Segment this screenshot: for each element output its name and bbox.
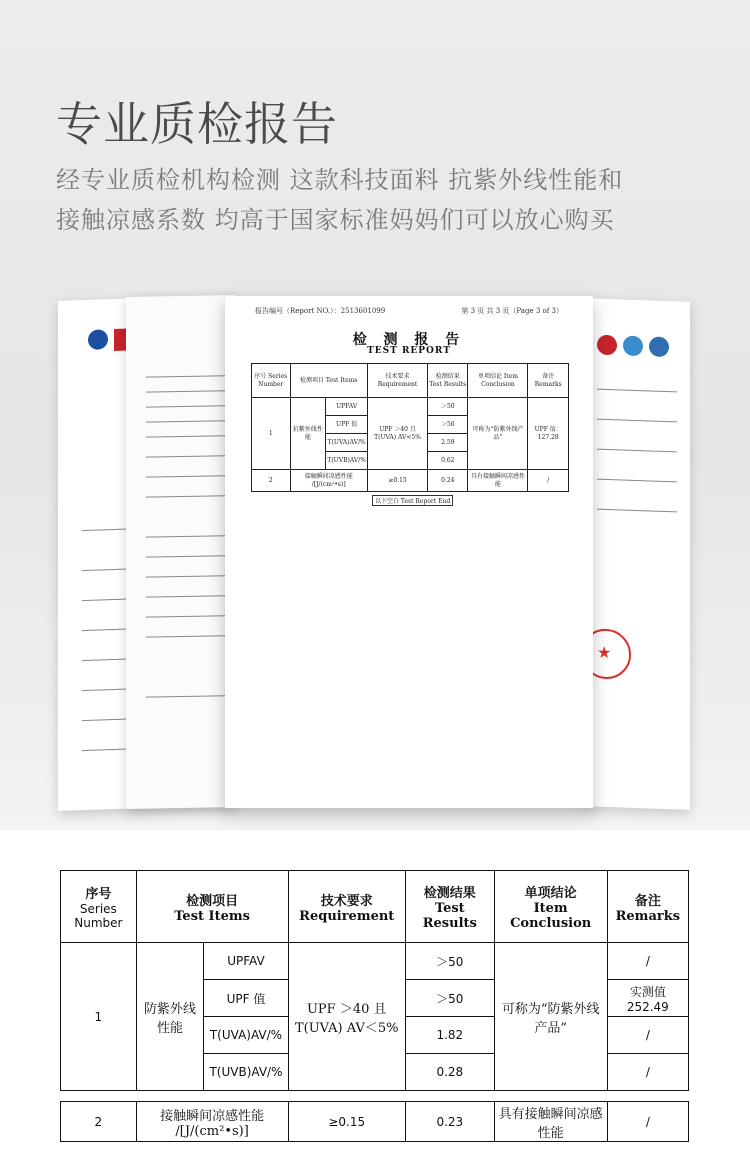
header-remarks: 备注 Remarks	[607, 871, 688, 943]
subtitle-line-2: 接触凉感系数 均高于国家标准妈妈们可以放心购买	[56, 206, 615, 234]
institution-logo-icon	[88, 329, 108, 350]
stamp-star-icon: ★	[597, 642, 612, 663]
table-spacer	[61, 1091, 689, 1102]
header-conclusion: 单项结论 Item Conclusion	[494, 871, 607, 943]
table-header-row	[61, 871, 689, 943]
header-items: 检测项目 Test Items	[136, 871, 288, 943]
report-page-info: 第 3 页 共 3 页（Page 3 of 3）	[461, 307, 563, 315]
report-end-note: 以下空白 Test Report End	[372, 495, 453, 506]
header-results: 检测结果 Test Results	[405, 871, 494, 943]
report-number: 报告编号（Report NO.）：2513601099	[255, 307, 386, 315]
subtitle-line-1: 经专业质检机构检测 这款科技面料 抗紫外线性能和	[56, 166, 624, 194]
cnas-logo-icon	[623, 336, 643, 357]
report-page-left-inner	[126, 295, 236, 809]
report-page-right	[583, 298, 690, 810]
table-row: UPF 值 ＞50 实测值 252.49	[61, 980, 689, 1017]
page-title: 专业质检报告	[56, 97, 338, 151]
table-row: 2 接触瞬间凉感性能 /[J/(cm²•s)] ≥0.15 0.23 具有接触瞬间凉感性能 /	[61, 1102, 689, 1142]
report-title-en: TEST REPORT	[367, 346, 451, 356]
header-series: 序号 Series Number	[61, 871, 137, 943]
mini-report-table: 序号 Series Number 检测项目 Test Items 技术要求 Requirement 检测结果 Test Results 单项结论 Item Conclusion 备注 Remarks 1 抗紫外线性能 UPFAV UPF ＞40 且 T(UVA) AV<5% ＞50 可称为“防紫外线产品” UPF 值：127.28 UPF 值 ＞50 T(UVA)AV/% 2.59 T(UVB)AV/% 0.62 2 接触瞬间凉感性能 /[J/(cm²•s)] ≥0.15 0.24 具有接触瞬间凉感性能 /	[251, 363, 569, 492]
header-requirement: 技术要求 Requirement	[288, 871, 405, 943]
ilac-logo-icon	[649, 336, 669, 357]
table-row: 1 防紫外线性能 UPFAV UPF ＞40 且 T(UVA) AV＜5% ＞50 可称为“防紫外线产品” /	[61, 943, 689, 980]
table-row: T(UVB)AV/% 0.28 /	[61, 1054, 689, 1091]
table-row: T(UVA)AV/% 1.82 /	[61, 1017, 689, 1054]
report-title: 检 测 报 告	[352, 332, 466, 348]
report-page-main	[225, 296, 593, 808]
cma-logo-icon	[597, 335, 617, 356]
test-results-table	[60, 870, 689, 1142]
